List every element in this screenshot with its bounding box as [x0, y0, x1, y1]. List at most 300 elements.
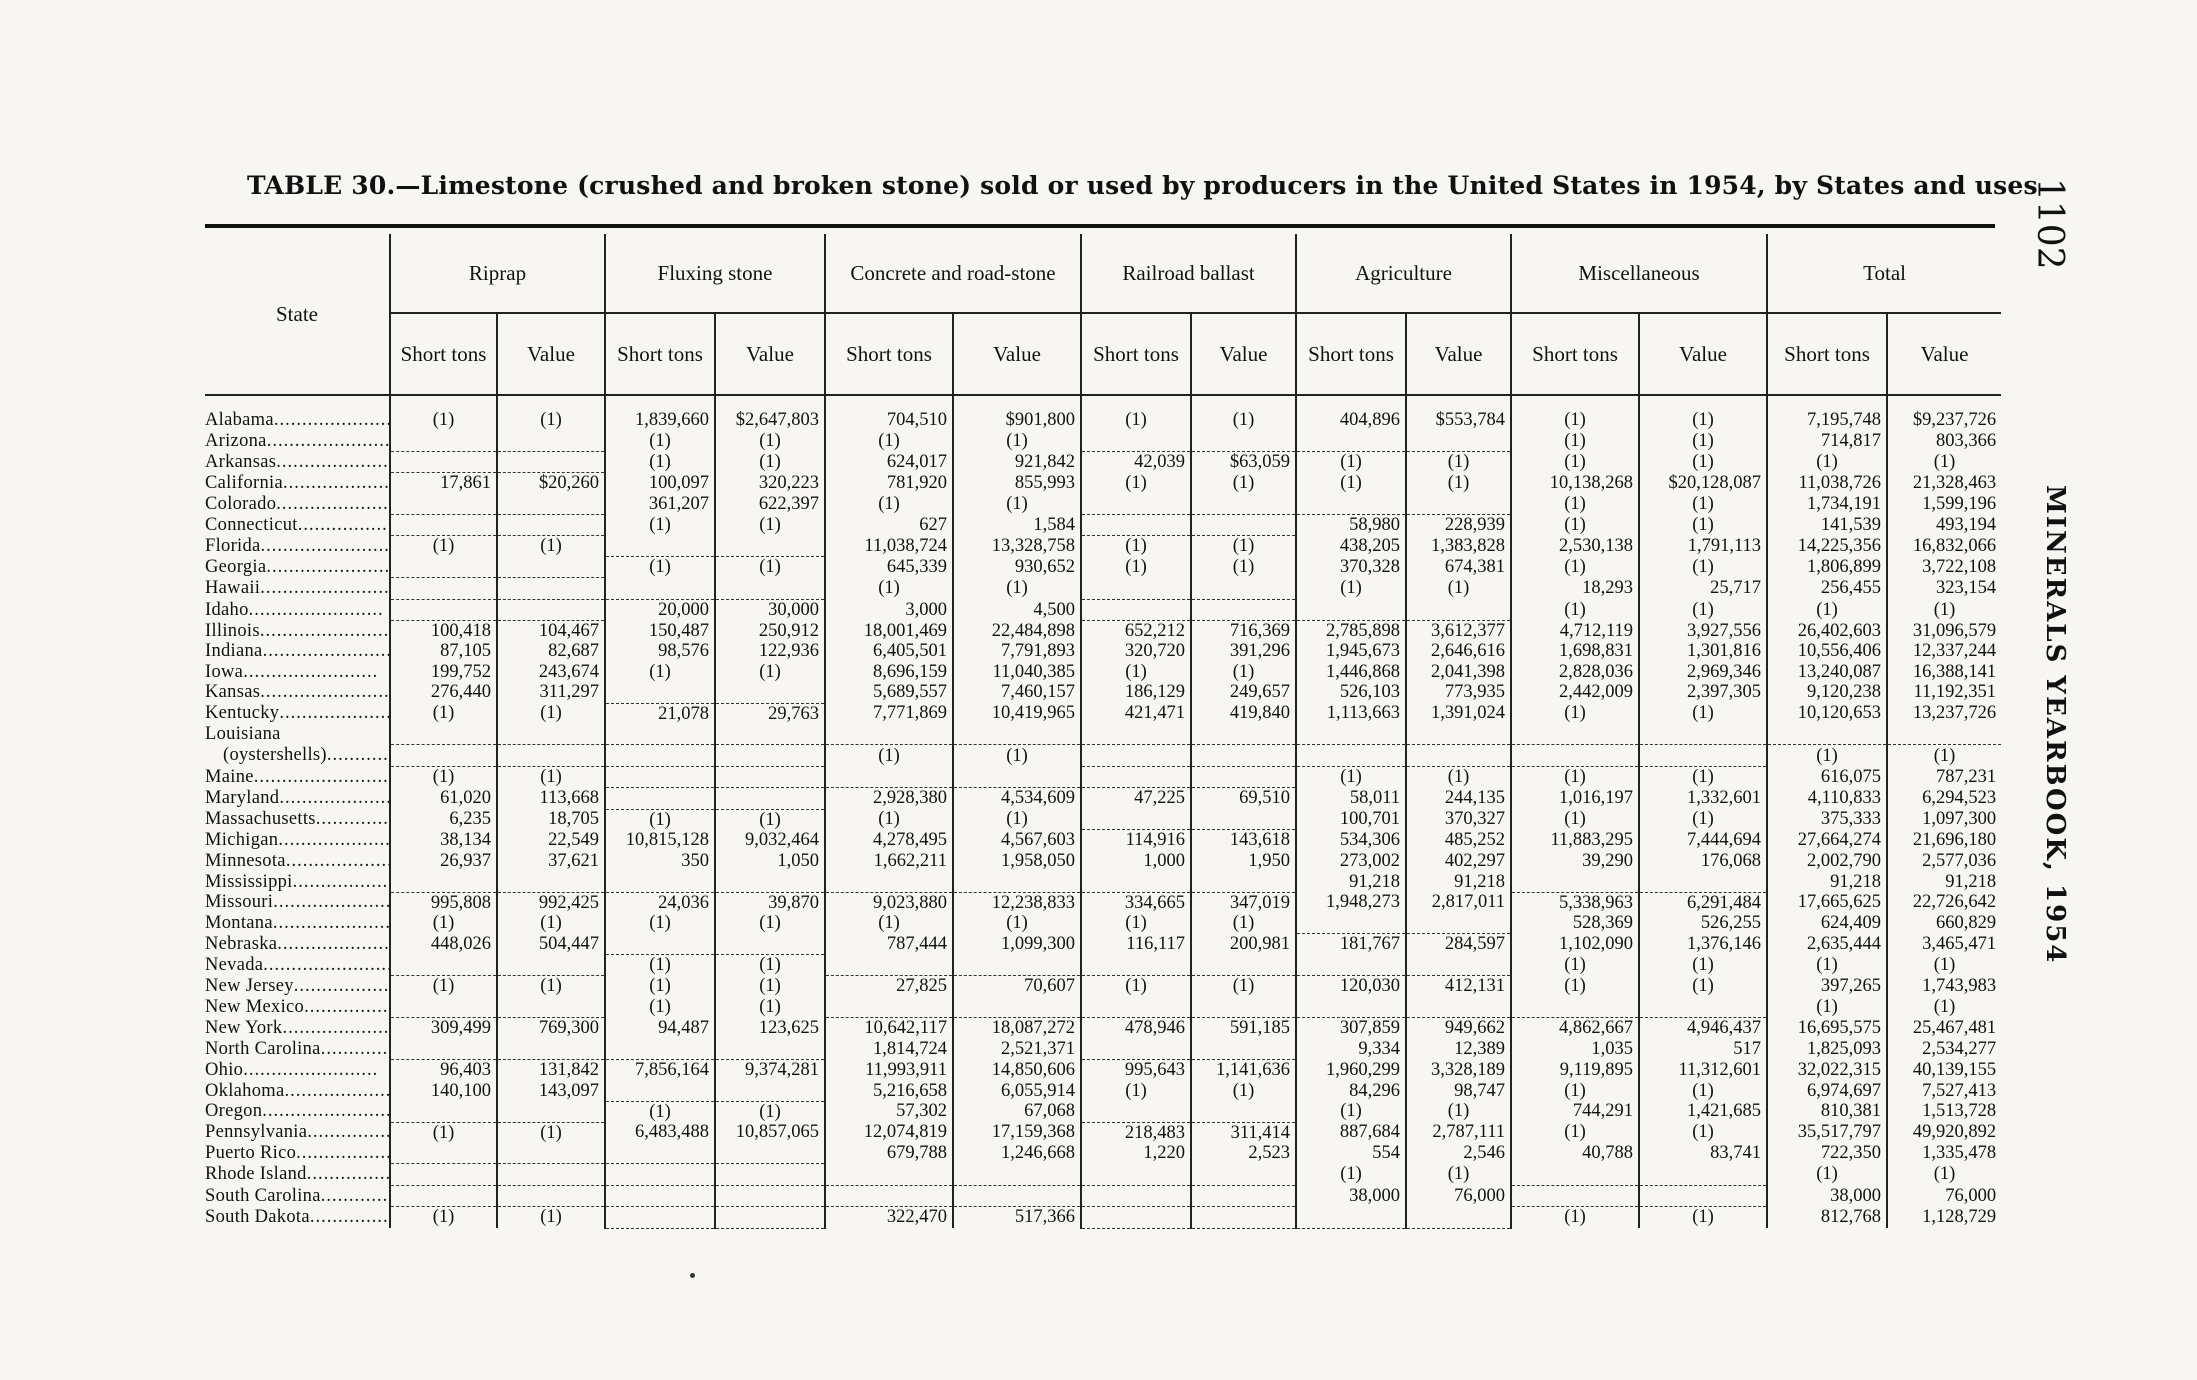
value-cell: (1): [497, 1207, 605, 1228]
value-cell: 21,328,463: [1887, 473, 2001, 494]
value-header: Value: [1406, 313, 1511, 395]
group-header-misc: Miscellaneous: [1511, 234, 1767, 313]
value-cell: 91,218: [1406, 871, 1511, 892]
tons-cell: [1081, 724, 1191, 745]
tons-cell: [1296, 997, 1406, 1018]
value-cell: [1639, 724, 1767, 745]
tons-cell: [605, 1143, 715, 1164]
value-cell: 4,534,609: [953, 788, 1081, 809]
tons-cell: 38,000: [1767, 1185, 1887, 1206]
state-name: New Jersey .....: [205, 976, 390, 996]
value-cell: 1,050: [715, 851, 825, 871]
value-cell: [715, 682, 825, 703]
tons-cell: 35,517,797: [1767, 1122, 1887, 1143]
tons-cell: [390, 514, 497, 535]
tons-cell: 350: [605, 851, 715, 871]
tons-cell: [605, 724, 715, 745]
tons-cell: [605, 766, 715, 787]
short-tons-header: Short tons: [1767, 313, 1887, 395]
state-cell: [205, 1101, 390, 1122]
state-name: Indiana .....: [205, 641, 390, 661]
value-cell: [1406, 599, 1511, 620]
table-row: [205, 871, 2001, 892]
value-cell: 25,467,481: [1887, 1018, 2001, 1039]
state-name: Rhode Island .....: [205, 1164, 390, 1184]
state-name: South Dakota .....: [205, 1207, 390, 1227]
tons-cell: 361,207: [605, 494, 715, 515]
value-cell: 2,523: [1191, 1143, 1296, 1164]
tons-cell: (1): [1511, 395, 1639, 430]
tons-cell: 1,825,093: [1767, 1038, 1887, 1059]
value-cell: $20,128,087: [1639, 473, 1767, 494]
table-row: [205, 451, 2001, 472]
state-cell: [205, 557, 390, 578]
tons-cell: 12,074,819: [825, 1122, 953, 1143]
tons-cell: 38,134: [390, 830, 497, 851]
table-row: [205, 976, 2001, 997]
tons-cell: [390, 871, 497, 892]
table-title: TABLE 30.—Limestone (crushed and broken stone) sold or used by producers in the United States in 1954, by States and uses: [247, 171, 2038, 200]
tons-cell: [1081, 1207, 1191, 1228]
state-name: Arizona .....: [205, 431, 390, 451]
tons-cell: [605, 934, 715, 955]
tons-cell: 645,339: [825, 557, 953, 578]
value-cell: [715, 1185, 825, 1206]
value-cell: 930,652: [953, 557, 1081, 578]
tons-cell: (1): [1296, 766, 1406, 787]
value-cell: 7,444,694: [1639, 830, 1767, 851]
value-cell: 16,388,141: [1887, 662, 2001, 682]
value-cell: $553,784: [1406, 395, 1511, 430]
tons-cell: [390, 430, 497, 451]
value-cell: (1): [715, 955, 825, 976]
value-cell: 1,513,728: [1887, 1101, 2001, 1122]
value-header: Value: [953, 313, 1081, 395]
value-cell: 12,238,833: [953, 892, 1081, 913]
state-name: Puerto Rico .....: [205, 1143, 390, 1163]
tons-cell: 375,333: [1767, 809, 1887, 830]
tons-cell: 528,369: [1511, 913, 1639, 934]
state-cell: [205, 1164, 390, 1185]
tons-cell: 421,471: [1081, 703, 1191, 724]
tons-cell: 1,814,724: [825, 1038, 953, 1059]
value-cell: (1): [1191, 395, 1296, 430]
tons-cell: [1081, 809, 1191, 830]
group-header-railroad: Railroad ballast: [1081, 234, 1296, 313]
tons-cell: [390, 494, 497, 515]
value-cell: [953, 724, 1081, 745]
tons-cell: (1): [1081, 1080, 1191, 1101]
value-cell: [715, 1207, 825, 1228]
value-cell: 311,297: [497, 682, 605, 703]
value-cell: (1): [1639, 1080, 1767, 1101]
value-cell: 104,467: [497, 620, 605, 641]
value-cell: [1191, 1185, 1296, 1206]
value-cell: 10,857,065: [715, 1122, 825, 1143]
table-row: [205, 514, 2001, 535]
value-cell: (1): [715, 557, 825, 578]
value-cell: [1639, 871, 1767, 892]
tons-cell: 7,856,164: [605, 1059, 715, 1080]
tons-cell: 218,483: [1081, 1122, 1191, 1143]
state-name: Connecticut .....: [205, 515, 390, 535]
tons-cell: [605, 1080, 715, 1101]
tons-cell: 116,117: [1081, 934, 1191, 955]
state-cell: [205, 830, 390, 851]
value-cell: [497, 871, 605, 892]
tons-cell: (1): [1511, 430, 1639, 451]
value-cell: 1,791,113: [1639, 536, 1767, 557]
value-cell: 2,969,346: [1639, 662, 1767, 682]
value-cell: (1): [1639, 395, 1767, 430]
tons-cell: [1081, 599, 1191, 620]
tons-cell: [825, 871, 953, 892]
value-cell: 3,328,189: [1406, 1059, 1511, 1080]
tons-cell: 307,859: [1296, 1018, 1406, 1039]
state-cell: [205, 1059, 390, 1080]
state-cell: [205, 703, 390, 724]
value-header: Value: [1887, 313, 2001, 395]
tons-cell: 1,016,197: [1511, 788, 1639, 809]
tons-cell: [605, 745, 715, 766]
tons-cell: 4,110,833: [1767, 788, 1887, 809]
state-name: Ohio .....: [205, 1060, 378, 1080]
value-cell: 591,185: [1191, 1018, 1296, 1039]
value-cell: (1): [953, 494, 1081, 515]
tons-cell: 84,296: [1296, 1080, 1406, 1101]
tons-cell: 320,720: [1081, 641, 1191, 661]
value-cell: [1406, 724, 1511, 745]
tons-cell: (1): [825, 913, 953, 934]
tons-cell: 7,771,869: [825, 703, 953, 724]
state-cell: [205, 934, 390, 955]
value-cell: (1): [1639, 494, 1767, 515]
tons-cell: [390, 1185, 497, 1206]
tons-cell: (1): [1511, 514, 1639, 535]
table-row: [205, 1059, 2001, 1080]
state-cell: [205, 724, 390, 745]
value-cell: 1,097,300: [1887, 809, 2001, 830]
value-cell: [715, 1080, 825, 1101]
value-cell: [1191, 494, 1296, 515]
tons-cell: 26,402,603: [1767, 620, 1887, 641]
state-cell: [205, 892, 390, 913]
tons-cell: 624,017: [825, 451, 953, 472]
state-name: Massachusetts .....: [205, 809, 390, 829]
tons-cell: 11,883,295: [1511, 830, 1639, 851]
state-name: Maine .....: [205, 767, 389, 787]
tons-cell: 100,701: [1296, 809, 1406, 830]
value-cell: 1,376,146: [1639, 934, 1767, 955]
state-cell: [205, 766, 390, 787]
tons-cell: [605, 536, 715, 557]
tons-cell: (1): [1767, 599, 1887, 620]
tons-cell: 4,862,667: [1511, 1018, 1639, 1039]
tons-cell: [1081, 514, 1191, 535]
value-cell: (1): [715, 997, 825, 1018]
limestone-table: [205, 234, 2001, 1229]
value-cell: 2,397,305: [1639, 682, 1767, 703]
table-row: [205, 1101, 2001, 1122]
tons-cell: 787,444: [825, 934, 953, 955]
value-cell: 1,958,050: [953, 851, 1081, 871]
tons-cell: (1): [825, 809, 953, 830]
tons-cell: 812,768: [1767, 1207, 1887, 1228]
value-cell: (1): [1639, 599, 1767, 620]
value-cell: 67,068: [953, 1101, 1081, 1122]
tons-cell: [1511, 997, 1639, 1018]
tons-cell: (1): [1081, 662, 1191, 682]
value-cell: 16,832,066: [1887, 536, 2001, 557]
value-cell: 250,912: [715, 620, 825, 641]
table-row: [205, 997, 2001, 1018]
tons-cell: 995,808: [390, 892, 497, 913]
tons-cell: 1,945,673: [1296, 641, 1406, 661]
value-cell: [953, 1185, 1081, 1206]
tons-cell: (1): [605, 955, 715, 976]
tons-cell: [1511, 724, 1639, 745]
state-cell: [205, 913, 390, 934]
value-cell: 2,817,011: [1406, 892, 1511, 913]
tons-cell: 5,689,557: [825, 682, 953, 703]
value-cell: 1,301,816: [1639, 641, 1767, 661]
value-cell: 98,747: [1406, 1080, 1511, 1101]
tons-cell: 26,937: [390, 851, 497, 871]
tons-cell: 1,806,899: [1767, 557, 1887, 578]
tons-cell: [1296, 955, 1406, 976]
value-cell: (1): [715, 430, 825, 451]
value-cell: [1887, 724, 2001, 745]
tons-cell: [1511, 871, 1639, 892]
tons-cell: (1): [1511, 703, 1639, 724]
value-cell: 1,332,601: [1639, 788, 1767, 809]
value-header: Value: [1191, 313, 1296, 395]
value-cell: [1639, 1164, 1767, 1185]
tons-cell: [825, 1185, 953, 1206]
table-row: [205, 703, 2001, 724]
state-name: Georgia .....: [205, 557, 390, 577]
value-cell: 773,935: [1406, 682, 1511, 703]
tons-cell: [1081, 871, 1191, 892]
value-cell: (1): [1406, 1101, 1511, 1122]
value-cell: (1): [497, 1122, 605, 1143]
value-cell: [1191, 809, 1296, 830]
table-row: [205, 745, 2001, 766]
tons-cell: 9,334: [1296, 1038, 1406, 1059]
value-cell: 311,414: [1191, 1122, 1296, 1143]
tons-cell: 96,403: [390, 1059, 497, 1080]
tons-cell: 141,539: [1767, 514, 1887, 535]
value-cell: (1): [1639, 451, 1767, 472]
tons-cell: 186,129: [1081, 682, 1191, 703]
tons-cell: (1): [1081, 913, 1191, 934]
value-cell: [497, 430, 605, 451]
value-cell: 122,936: [715, 641, 825, 661]
value-cell: (1): [1406, 451, 1511, 472]
value-cell: (1): [1191, 662, 1296, 682]
tons-cell: 8,696,159: [825, 662, 953, 682]
state-name: New Mexico .....: [205, 997, 390, 1017]
value-cell: [715, 788, 825, 809]
state-cell: [205, 451, 390, 472]
value-cell: 2,534,277: [1887, 1038, 2001, 1059]
state-header: State: [205, 234, 390, 395]
tons-cell: 14,225,356: [1767, 536, 1887, 557]
state-cell: [205, 620, 390, 641]
tons-cell: 10,642,117: [825, 1018, 953, 1039]
value-cell: 412,131: [1406, 976, 1511, 997]
value-cell: [1406, 955, 1511, 976]
value-cell: [497, 599, 605, 620]
value-cell: 22,549: [497, 830, 605, 851]
tons-cell: [1081, 430, 1191, 451]
tons-cell: 5,338,963: [1511, 892, 1639, 913]
short-tons-header: Short tons: [605, 313, 715, 395]
short-tons-header: Short tons: [1511, 313, 1639, 395]
tons-cell: (1): [1296, 1101, 1406, 1122]
tons-cell: 448,026: [390, 934, 497, 955]
table-row: [205, 1080, 2001, 1101]
running-head: MINERALS YEARBOOK, 1954: [2040, 485, 2070, 965]
table-row: [205, 830, 2001, 851]
value-cell: 13,328,758: [953, 536, 1081, 557]
value-cell: (1): [1639, 703, 1767, 724]
tons-cell: (1): [605, 430, 715, 451]
value-cell: [715, 745, 825, 766]
tons-cell: 17,665,625: [1767, 892, 1887, 913]
value-cell: (1): [953, 745, 1081, 766]
tons-cell: 150,487: [605, 620, 715, 641]
value-cell: (1): [1887, 745, 2001, 766]
value-cell: 30,000: [715, 599, 825, 620]
value-cell: 2,521,371: [953, 1038, 1081, 1059]
value-cell: (1): [715, 809, 825, 830]
state-name: Missouri .....: [205, 892, 390, 912]
state-cell: [205, 997, 390, 1018]
value-cell: 11,192,351: [1887, 682, 2001, 703]
tons-cell: 810,381: [1767, 1101, 1887, 1122]
value-cell: (1): [1191, 1080, 1296, 1101]
value-cell: [715, 1038, 825, 1059]
value-cell: 228,939: [1406, 514, 1511, 535]
tons-cell: (1): [390, 1122, 497, 1143]
value-cell: [497, 1143, 605, 1164]
short-tons-header: Short tons: [390, 313, 497, 395]
tons-cell: [605, 871, 715, 892]
tons-cell: (1): [390, 536, 497, 557]
value-cell: 7,460,157: [953, 682, 1081, 703]
value-cell: 9,374,281: [715, 1059, 825, 1080]
tons-cell: (1): [390, 976, 497, 997]
value-cell: (1): [1639, 1207, 1767, 1228]
table-row: [205, 851, 2001, 871]
state-name: Arkansas .....: [205, 452, 390, 472]
tons-cell: [390, 557, 497, 578]
value-cell: 7,791,893: [953, 641, 1081, 661]
value-cell: [1406, 1207, 1511, 1228]
value-cell: 1,383,828: [1406, 536, 1511, 557]
value-cell: 660,829: [1887, 913, 2001, 934]
tons-cell: 404,896: [1296, 395, 1406, 430]
value-cell: [953, 955, 1081, 976]
state-name: Florida .....: [205, 536, 390, 556]
tons-cell: 995,643: [1081, 1059, 1191, 1080]
tons-cell: [1081, 1185, 1191, 1206]
tons-cell: [390, 955, 497, 976]
tons-cell: [390, 745, 497, 766]
value-cell: (1): [497, 703, 605, 724]
value-cell: 517: [1639, 1038, 1767, 1059]
tons-cell: 6,483,488: [605, 1122, 715, 1143]
state-name: Illinois .....: [205, 621, 390, 641]
tons-cell: 98,576: [605, 641, 715, 661]
state-cell: [205, 473, 390, 494]
state-cell: [205, 662, 390, 682]
tons-cell: [605, 788, 715, 809]
tons-cell: (1): [1296, 1164, 1406, 1185]
state-name: Mississippi .....: [205, 872, 390, 892]
value-cell: 419,840: [1191, 703, 1296, 724]
value-cell: $9,237,726: [1887, 395, 2001, 430]
tons-cell: 61,020: [390, 788, 497, 809]
state-name: Kansas .....: [205, 682, 390, 702]
value-cell: 22,726,642: [1887, 892, 2001, 913]
value-cell: [1639, 997, 1767, 1018]
state-cell: [205, 1122, 390, 1143]
value-cell: [497, 724, 605, 745]
tons-cell: (1): [605, 514, 715, 535]
value-cell: [715, 871, 825, 892]
tons-cell: 627: [825, 514, 953, 535]
tons-cell: 181,767: [1296, 934, 1406, 955]
table-row: [205, 557, 2001, 578]
value-cell: 9,032,464: [715, 830, 825, 851]
table-row: [205, 1164, 2001, 1185]
value-cell: $20,260: [497, 473, 605, 494]
tons-cell: (1): [1511, 766, 1639, 787]
tons-cell: 679,788: [825, 1143, 953, 1164]
tons-cell: 2,442,009: [1511, 682, 1639, 703]
value-cell: (1): [953, 809, 1081, 830]
tons-cell: 11,038,726: [1767, 473, 1887, 494]
value-cell: (1): [715, 976, 825, 997]
state-name: Oregon .....: [205, 1101, 390, 1121]
value-cell: (1): [1191, 536, 1296, 557]
tons-cell: [605, 1185, 715, 1206]
value-cell: 82,687: [497, 641, 605, 661]
value-cell: 249,657: [1191, 682, 1296, 703]
value-cell: (1): [1639, 955, 1767, 976]
tons-cell: (1): [1511, 1207, 1639, 1228]
value-cell: [1406, 913, 1511, 934]
tons-cell: 114,916: [1081, 830, 1191, 851]
value-cell: (1): [1191, 976, 1296, 997]
value-cell: [497, 997, 605, 1018]
tons-cell: (1): [605, 976, 715, 997]
value-cell: (1): [1887, 997, 2001, 1018]
tons-cell: (1): [1511, 599, 1639, 620]
tons-cell: 309,499: [390, 1018, 497, 1039]
value-cell: (1): [953, 430, 1081, 451]
tons-cell: 438,205: [1296, 536, 1406, 557]
tons-cell: (1): [605, 1101, 715, 1122]
tons-cell: (1): [1767, 1164, 1887, 1185]
tons-cell: (1): [1296, 451, 1406, 472]
value-cell: 284,597: [1406, 934, 1511, 955]
tons-cell: (1): [390, 395, 497, 430]
value-cell: 716,369: [1191, 620, 1296, 641]
state-cell: [205, 1038, 390, 1059]
